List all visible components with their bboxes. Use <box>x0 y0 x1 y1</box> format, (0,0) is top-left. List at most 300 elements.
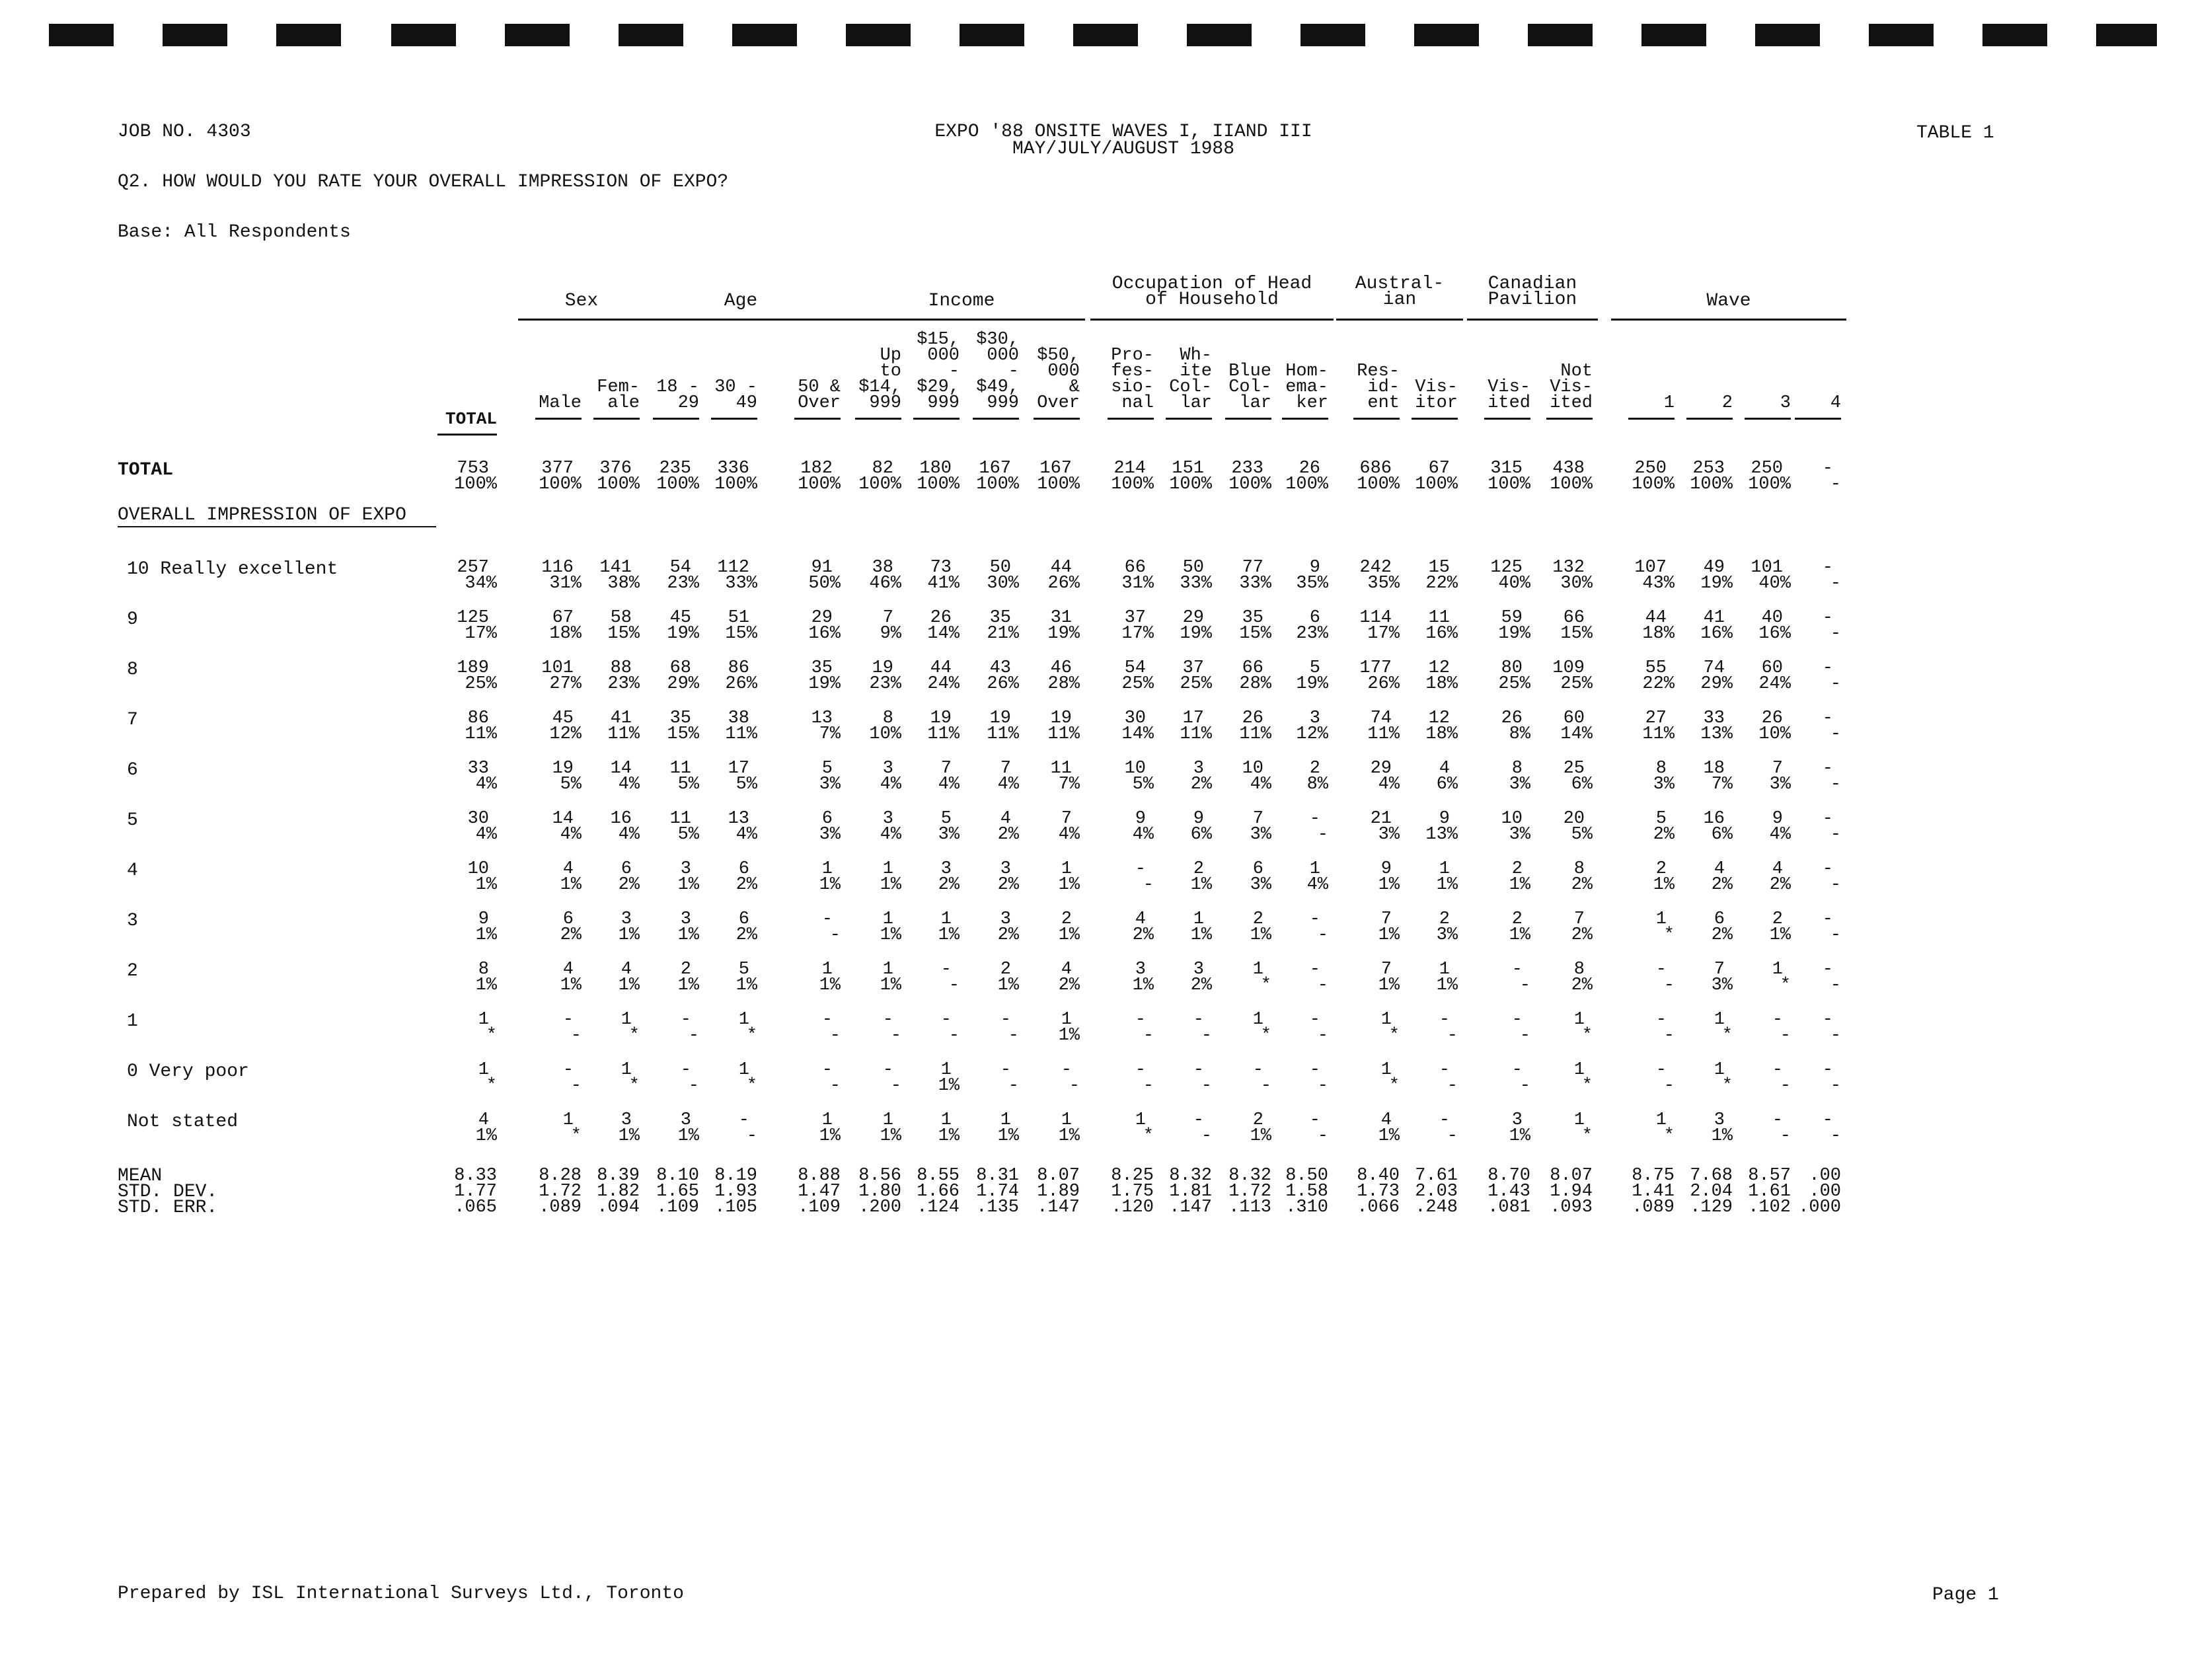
cell-percent: 4% <box>618 775 640 794</box>
cell-percent: - <box>1143 875 1154 895</box>
column-header: $50, 000 & Over <box>1037 346 1080 413</box>
cell-count: 107 <box>1634 558 1667 578</box>
cell-percent: 15% <box>607 624 640 644</box>
cell-count: 7 <box>882 608 893 628</box>
cell-percent: - <box>1317 825 1328 845</box>
stat-value: 1.72 <box>539 1182 582 1202</box>
cell-percent: 5% <box>560 775 582 794</box>
cell-percent: 12% <box>549 724 582 744</box>
cell-count: 9 <box>1772 809 1783 829</box>
cell-count: 3 <box>680 909 691 929</box>
stat-value: .089 <box>539 1198 582 1217</box>
stat-value: .124 <box>917 1198 960 1217</box>
cell-percent: 18% <box>1642 624 1675 644</box>
cell-count: 132 <box>1552 558 1585 578</box>
cell-percent: 1% <box>560 975 582 995</box>
cell-count: - <box>562 1010 574 1030</box>
column-underline <box>1745 418 1791 420</box>
cell-count: 41 <box>610 708 632 728</box>
cell-percent: 100% <box>1037 475 1080 494</box>
cell-percent: * <box>486 1076 497 1096</box>
cell-count: - <box>1511 1010 1523 1030</box>
cell-count: 3 <box>1193 759 1204 779</box>
cell-percent: - <box>1317 1126 1328 1146</box>
stat-value: 8.39 <box>597 1166 640 1186</box>
cell-count: 214 <box>1113 459 1146 478</box>
column-header: Vis- ited <box>1488 377 1530 413</box>
cell-percent: 11% <box>1367 724 1400 744</box>
cell-percent: 11% <box>1642 724 1675 744</box>
registration-mark <box>2096 24 2157 46</box>
cell-percent: 10% <box>869 724 901 744</box>
cell-count: 3 <box>882 759 893 779</box>
cell-count: 101 <box>1751 558 1783 578</box>
cell-percent: - <box>570 1026 582 1046</box>
cell-percent: - <box>1143 1026 1154 1046</box>
cell-percent: 1% <box>1436 875 1458 895</box>
cell-count: 37 <box>1124 608 1146 628</box>
column-header: Not Vis- ited <box>1550 362 1593 413</box>
column-underline <box>1484 418 1530 420</box>
cell-count: - <box>1439 1010 1450 1030</box>
cell-percent: 16% <box>808 624 841 644</box>
cell-count: 30 <box>1124 708 1146 728</box>
cell-percent: 26% <box>725 674 757 694</box>
stat-value: 1.72 <box>1228 1182 1271 1202</box>
stat-value: 1.47 <box>798 1182 841 1202</box>
cell-count: 26 <box>1761 708 1783 728</box>
cell-percent: - <box>1780 1126 1791 1146</box>
cell-percent: 1% <box>1190 925 1212 945</box>
row-label: Not stated <box>127 1112 239 1132</box>
cell-count: - <box>1655 1010 1667 1030</box>
cell-count: 77 <box>1242 558 1263 578</box>
stat-value: .135 <box>976 1198 1019 1217</box>
stat-value: 1.58 <box>1285 1182 1328 1202</box>
cell-percent: 12% <box>1296 724 1328 744</box>
cell-percent: 19% <box>808 674 841 694</box>
cell-count: 3 <box>621 909 632 929</box>
cell-count: 1 <box>821 859 833 879</box>
cell-count: 1 <box>1439 960 1450 979</box>
cell-percent: 30% <box>987 574 1019 593</box>
cell-count: 151 <box>1172 459 1204 478</box>
row-label: 1 <box>127 1011 138 1032</box>
cell-percent: 2% <box>1132 925 1154 945</box>
cell-percent: - <box>746 1126 757 1146</box>
stat-value: 8.88 <box>798 1166 841 1186</box>
cell-percent: 25% <box>1121 674 1154 694</box>
cell-count: 50 <box>989 558 1011 578</box>
cell-count: 167 <box>1039 459 1072 478</box>
cell-count: - <box>1822 909 1833 929</box>
cell-percent: - <box>1663 1076 1675 1096</box>
cell-count: 88 <box>610 658 632 678</box>
page-number: Page 1 <box>1932 1585 1999 1605</box>
cell-count: 9 <box>1380 859 1392 879</box>
cell-percent: 5% <box>735 775 757 794</box>
stat-label: STD. ERR. <box>118 1198 218 1218</box>
cell-percent: 1% <box>1190 875 1212 895</box>
cell-percent: 2% <box>1711 875 1733 895</box>
cell-percent: * <box>570 1126 582 1146</box>
cell-count: 11 <box>669 809 691 829</box>
cell-percent: - <box>829 1026 841 1046</box>
cell-percent: 4% <box>1250 775 1271 794</box>
cell-count: 74 <box>1703 658 1725 678</box>
cell-percent: - <box>1830 975 1841 995</box>
cell-percent: 100% <box>1228 475 1271 494</box>
cell-count: - <box>1061 1060 1072 1080</box>
cell-count: 109 <box>1552 658 1585 678</box>
cell-count: 9 <box>478 909 489 929</box>
cell-count: - <box>1135 1010 1146 1030</box>
cell-percent: 4% <box>735 825 757 845</box>
cell-percent: 1% <box>997 1126 1019 1146</box>
column-header: 3 <box>1780 393 1791 413</box>
cell-count: 257 <box>457 558 489 578</box>
cell-count: 27 <box>1645 708 1667 728</box>
column-header: 1 <box>1663 393 1675 413</box>
cell-count: 3 <box>1511 1110 1523 1130</box>
cell-percent: 100% <box>917 475 960 494</box>
cell-percent: 50% <box>808 574 841 593</box>
cell-count: 177 <box>1359 658 1392 678</box>
cell-count: 68 <box>669 658 691 678</box>
group-header-can: Canadian Pavilion <box>1488 274 1577 310</box>
cell-percent: 1% <box>475 975 497 995</box>
cell-percent: 100% <box>597 475 640 494</box>
cell-percent: 100% <box>858 475 901 494</box>
cell-percent: 7% <box>1058 775 1080 794</box>
column-underline <box>1108 418 1154 420</box>
cell-count: - <box>1252 1060 1263 1080</box>
cell-count: 3 <box>940 859 952 879</box>
cell-count: 4 <box>562 960 574 979</box>
row-label: 0 Very poor <box>127 1061 249 1082</box>
row-label: 5 <box>127 810 138 831</box>
registration-mark <box>732 24 797 46</box>
cell-count: 6 <box>738 859 749 879</box>
cell-percent: 38% <box>607 574 640 593</box>
cell-count: - <box>821 1010 833 1030</box>
cell-count: - <box>1439 1110 1450 1130</box>
stat-label: STD. DEV. <box>118 1182 218 1202</box>
cell-percent: 16% <box>1425 624 1458 644</box>
cell-count: - <box>1822 1010 1833 1030</box>
cell-count: 2 <box>1511 909 1523 929</box>
cell-percent: * <box>1663 1126 1675 1146</box>
cell-count: 1 <box>1193 909 1204 929</box>
stat-value: 8.40 <box>1357 1166 1400 1186</box>
cell-percent: 35% <box>1296 574 1328 593</box>
cell-percent: 4% <box>1306 875 1328 895</box>
column-header: Res- id- ent <box>1357 362 1400 413</box>
stat-value: 8.70 <box>1488 1166 1530 1186</box>
cell-count: 38 <box>728 708 749 728</box>
base-text: Base: All Respondents <box>118 222 351 243</box>
cell-count: - <box>562 1060 574 1080</box>
cell-percent: - <box>1317 925 1328 945</box>
cell-percent: 23% <box>869 674 901 694</box>
cell-percent: - <box>890 1076 901 1096</box>
stat-value: .310 <box>1285 1198 1328 1217</box>
row-label: 7 <box>127 710 138 730</box>
cell-percent: - <box>688 1076 699 1096</box>
cell-count: 7 <box>1714 960 1725 979</box>
cell-percent: 11% <box>607 724 640 744</box>
cell-percent: 3% <box>1509 775 1530 794</box>
cell-count: 1 <box>1573 1110 1585 1130</box>
column-header: 50 & Over <box>798 377 841 413</box>
cell-count: 9 <box>1439 809 1450 829</box>
cell-percent: 1% <box>938 1126 960 1146</box>
cell-percent: - <box>1201 1026 1212 1046</box>
cell-count: 7 <box>1772 759 1783 779</box>
column-underline <box>973 418 1019 420</box>
cell-percent: 25% <box>1180 674 1212 694</box>
cell-count: 377 <box>541 459 574 478</box>
cell-percent: 1% <box>1250 1126 1271 1146</box>
stat-value: 8.07 <box>1550 1166 1593 1186</box>
cell-count: 33 <box>1703 708 1725 728</box>
stat-value: 8.25 <box>1111 1166 1154 1186</box>
cell-count: 3 <box>882 809 893 829</box>
prepared-by: Prepared by ISL International Surveys Ltd., Toronto <box>118 1584 684 1604</box>
cell-percent: 29% <box>667 674 699 694</box>
cell-percent: 15% <box>1239 624 1271 644</box>
registration-mark <box>276 24 341 46</box>
column-underline <box>1034 418 1080 420</box>
cell-count: 4 <box>1000 809 1011 829</box>
cell-percent: 8% <box>1509 724 1530 744</box>
column-underline <box>1412 418 1458 420</box>
cell-percent: - <box>1830 1126 1841 1146</box>
cell-percent: 100% <box>656 475 699 494</box>
cell-percent: 2% <box>1190 775 1212 794</box>
cell-percent: 2% <box>735 875 757 895</box>
cell-percent: 22% <box>1642 674 1675 694</box>
column-header: Hom- ema- ker <box>1285 362 1328 413</box>
stat-value: 2.04 <box>1690 1182 1733 1202</box>
column-header: Fem- ale <box>597 377 640 413</box>
cell-percent: 1% <box>677 925 699 945</box>
cell-count: 8 <box>882 708 893 728</box>
cell-count: 1 <box>1000 1110 1011 1130</box>
column-underline <box>855 418 901 420</box>
stat-value: 7.68 <box>1690 1166 1733 1186</box>
cell-count: - <box>882 1060 893 1080</box>
cell-percent: 4% <box>560 825 582 845</box>
cell-percent: 17% <box>1121 624 1154 644</box>
cell-percent: 1% <box>677 875 699 895</box>
row-label: 9 <box>127 609 138 630</box>
group-underline-can <box>1467 319 1598 321</box>
cell-count: 5 <box>1309 658 1320 678</box>
cell-count: 4 <box>1714 859 1725 879</box>
cell-count: 58 <box>610 608 632 628</box>
cell-percent: 100% <box>1748 475 1791 494</box>
stat-value: .129 <box>1690 1198 1733 1217</box>
cell-percent: - <box>1317 1026 1328 1046</box>
cell-count: 33 <box>467 759 489 779</box>
stat-value: 8.33 <box>454 1166 497 1186</box>
cell-count: 180 <box>919 459 952 478</box>
cell-count: 11 <box>1428 608 1450 628</box>
cell-count: 1 <box>1655 909 1667 929</box>
cell-count: 1 <box>1380 1060 1392 1080</box>
cell-count: 40 <box>1761 608 1783 628</box>
cell-percent: * <box>1260 1026 1271 1046</box>
cell-percent: 1% <box>1378 925 1400 945</box>
cell-count: - <box>1309 960 1320 979</box>
stat-value: 1.74 <box>976 1182 1019 1202</box>
column-header: Pro- fes- sio- nal <box>1111 346 1154 413</box>
cell-percent: 17% <box>1367 624 1400 644</box>
cell-percent: 1% <box>1378 975 1400 995</box>
column-header: $15, 000 - $29, 999 <box>917 330 960 413</box>
cell-count: 125 <box>457 608 489 628</box>
cell-percent: 23% <box>1296 624 1328 644</box>
cell-percent: - <box>1201 1126 1212 1146</box>
stat-value: 8.57 <box>1748 1166 1791 1186</box>
stat-value: .105 <box>714 1198 757 1217</box>
cell-count: - <box>940 1010 952 1030</box>
cell-count: 1 <box>882 1110 893 1130</box>
cell-percent: 25% <box>1498 674 1530 694</box>
cell-percent: * <box>486 1026 497 1046</box>
cell-percent: - <box>1260 1076 1271 1096</box>
report-date: MAY/JULY/AUGUST 1988 <box>1012 139 1235 159</box>
cell-percent: * <box>1143 1126 1154 1146</box>
cell-percent: 6% <box>1190 825 1212 845</box>
stat-value: .109 <box>656 1198 699 1217</box>
cell-count: 44 <box>1645 608 1667 628</box>
cell-percent: - <box>570 1076 582 1096</box>
stat-value: 8.07 <box>1037 1166 1080 1186</box>
cell-percent: - <box>1663 1026 1675 1046</box>
stat-value: .00 <box>1809 1166 1841 1186</box>
cell-percent: 1% <box>618 975 640 995</box>
cell-count: 19 <box>989 708 1011 728</box>
cell-percent: - <box>1830 925 1841 945</box>
column-underline <box>1628 418 1675 420</box>
cell-percent: * <box>1721 1026 1733 1046</box>
registration-mark <box>1528 24 1593 46</box>
cell-count: 4 <box>1772 859 1783 879</box>
stat-value: 1.61 <box>1748 1182 1791 1202</box>
cell-count: - <box>1000 1010 1011 1030</box>
cell-count: 2 <box>1000 960 1011 979</box>
cell-count: 7 <box>940 759 952 779</box>
cell-count: - <box>1822 1060 1833 1080</box>
cell-count: 18 <box>1703 759 1725 779</box>
group-header-wave: Wave <box>1706 291 1751 311</box>
cell-count: 35 <box>811 658 833 678</box>
cell-count: 7 <box>1252 809 1263 829</box>
column-underline <box>794 418 841 420</box>
cell-percent: 100% <box>1632 475 1675 494</box>
stat-value: 8.75 <box>1632 1166 1675 1186</box>
cell-percent: 19% <box>1700 574 1733 593</box>
cell-count: 8 <box>1573 859 1585 879</box>
cell-percent: 4% <box>997 775 1019 794</box>
cell-count: 7 <box>1380 909 1392 929</box>
cell-count: - <box>1439 1060 1450 1080</box>
cell-percent: 1% <box>677 975 699 995</box>
cell-percent: 22% <box>1425 574 1458 593</box>
cell-percent: 2% <box>938 875 960 895</box>
cell-count: 182 <box>800 459 833 478</box>
cell-percent: - <box>1201 1076 1212 1096</box>
cell-percent: 27% <box>549 674 582 694</box>
cell-percent: 1% <box>880 925 901 945</box>
cell-count: - <box>1309 1010 1320 1030</box>
cell-count: 44 <box>930 658 952 678</box>
cell-count: 3 <box>1309 708 1320 728</box>
stat-value: 1.81 <box>1169 1182 1212 1202</box>
cell-count: - <box>1193 1060 1204 1080</box>
cell-percent: 2% <box>1571 875 1593 895</box>
cell-percent: - <box>688 1026 699 1046</box>
cell-count: 4 <box>1135 909 1146 929</box>
cell-count: - <box>1193 1110 1204 1130</box>
cell-count: - <box>940 960 952 979</box>
cell-percent: 11% <box>927 724 960 744</box>
cell-percent: 11% <box>1180 724 1212 744</box>
cell-count: - <box>1309 909 1320 929</box>
cell-percent: 29% <box>1700 674 1733 694</box>
cell-percent: 34% <box>465 574 497 593</box>
cell-percent: 6% <box>1571 775 1593 794</box>
column-underline <box>437 434 497 436</box>
stat-value: .200 <box>858 1198 901 1217</box>
stat-value: 8.50 <box>1285 1166 1328 1186</box>
column-underline <box>711 418 757 420</box>
cell-count: 1 <box>940 909 952 929</box>
cell-count: 5 <box>1655 809 1667 829</box>
cell-count: 250 <box>1634 459 1667 478</box>
cell-count: - <box>1511 960 1523 979</box>
cell-count: 9 <box>1135 809 1146 829</box>
cell-count: - <box>1655 960 1667 979</box>
cell-percent: 1% <box>1058 875 1080 895</box>
stat-value: 8.28 <box>539 1166 582 1186</box>
column-underline <box>593 418 640 420</box>
cell-count: 66 <box>1242 658 1263 678</box>
registration-mark <box>1869 24 1934 46</box>
cell-count: 29 <box>811 608 833 628</box>
cell-percent: 1% <box>1769 925 1791 945</box>
stat-value: 1.94 <box>1550 1182 1593 1202</box>
cell-count: 41 <box>1703 608 1725 628</box>
cell-percent: 2% <box>735 925 757 945</box>
cell-count: 44 <box>1050 558 1072 578</box>
cell-count: 233 <box>1231 459 1263 478</box>
cell-count: 10 <box>467 859 489 879</box>
cell-percent: 100% <box>1550 475 1593 494</box>
column-underline <box>1795 418 1841 420</box>
cell-count: - <box>1822 558 1833 578</box>
cell-percent: 3% <box>1711 975 1733 995</box>
section-label: OVERALL IMPRESSION OF EXPO <box>118 505 406 525</box>
cell-count: - <box>1000 1060 1011 1080</box>
stat-value: 8.55 <box>917 1166 960 1186</box>
cell-percent: 100% <box>1111 475 1154 494</box>
cell-percent: 5% <box>1132 775 1154 794</box>
cell-count: - <box>1193 1010 1204 1030</box>
registration-mark <box>619 24 683 46</box>
